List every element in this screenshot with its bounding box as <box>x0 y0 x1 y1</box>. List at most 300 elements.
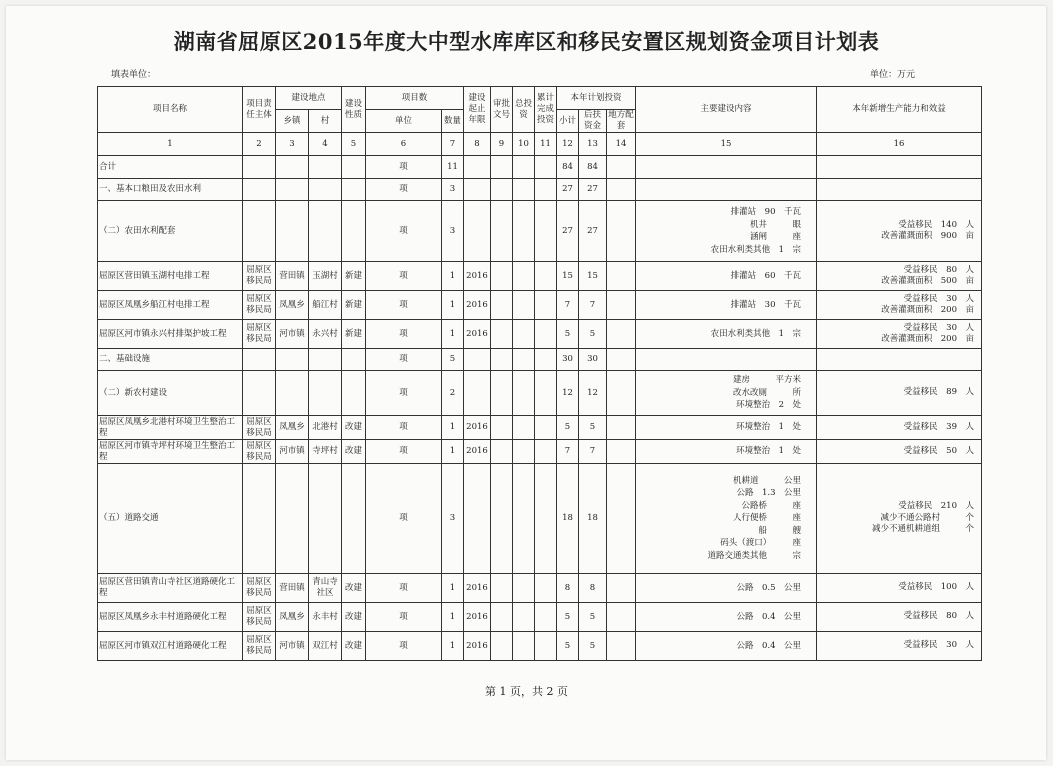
construction-content-cell <box>636 201 817 262</box>
table-row <box>98 371 982 416</box>
total-investment-cell <box>513 201 535 262</box>
content-line: 公路 1.3 公里 <box>736 488 801 499</box>
plan-fund-cell: 5 <box>579 416 607 440</box>
completed-investment-cell <box>535 464 557 574</box>
nature-cell: 改建 <box>342 574 366 603</box>
construction-content-cell <box>636 156 817 179</box>
header-total: 总投资 <box>513 87 535 133</box>
plan-subtotal-cell: 27 <box>557 201 579 262</box>
total-investment-cell <box>513 574 535 603</box>
town-cell: 营田镇 <box>276 574 309 603</box>
approval-cell <box>491 349 513 371</box>
column-number-cell: 2 <box>243 133 276 156</box>
table-row <box>98 632 982 661</box>
plan-fund-cell: 15 <box>579 262 607 291</box>
count-qty-cell: 3 <box>442 201 464 262</box>
approval-cell <box>491 371 513 416</box>
subject-cell: 屈原区移民局 <box>243 416 276 440</box>
plan-local-cell <box>607 603 636 632</box>
benefit-line: 受益移民 80 人 <box>903 611 974 622</box>
column-number-cell: 8 <box>464 133 491 156</box>
plan-subtotal-cell: 18 <box>557 464 579 574</box>
completed-investment-cell <box>535 603 557 632</box>
subject-cell <box>243 371 276 416</box>
town-cell: 营田镇 <box>276 262 309 291</box>
total-investment-cell <box>513 262 535 291</box>
header-count: 项目数 <box>366 87 464 110</box>
benefit-line: 受益移民 30 人 <box>903 293 974 304</box>
count-qty-cell: 11 <box>442 156 464 179</box>
nature-cell <box>342 156 366 179</box>
years-cell: 2016 <box>464 574 491 603</box>
approval-cell <box>491 262 513 291</box>
completed-investment-cell <box>535 574 557 603</box>
total-investment-cell <box>513 632 535 661</box>
fill-unit-label: 填表单位： <box>111 70 157 80</box>
plan-fund-cell: 8 <box>579 574 607 603</box>
approval-cell <box>491 603 513 632</box>
completed-investment-cell <box>535 632 557 661</box>
column-number-cell: 13 <box>579 133 607 156</box>
plan-fund-cell: 27 <box>579 179 607 201</box>
count-unit-cell: 项 <box>366 574 442 603</box>
town-cell: 河市镇 <box>276 320 309 349</box>
total-investment-cell <box>513 440 535 464</box>
content-line: 改水改厕 所 <box>732 387 801 398</box>
benefit-cell <box>817 632 982 661</box>
count-qty-cell: 1 <box>442 291 464 320</box>
project-name-cell: 屈原区河市镇永兴村排渠护坡工程 <box>98 320 243 349</box>
plan-subtotal-cell: 7 <box>557 440 579 464</box>
project-name-cell: （五）道路交通 <box>98 464 243 574</box>
nature-cell: 改建 <box>342 416 366 440</box>
content-line: 道路交通类其他 宗 <box>707 550 801 561</box>
project-name-cell: 合计 <box>98 156 243 179</box>
benefit-line: 改善灌溉面积 200 亩 <box>881 305 974 315</box>
count-unit-cell: 项 <box>366 349 442 371</box>
benefit-line: 受益移民 30 人 <box>903 322 974 333</box>
count-unit-cell: 项 <box>366 603 442 632</box>
completed-investment-cell <box>535 320 557 349</box>
column-number-cell: 12 <box>557 133 579 156</box>
content-line: 机耕道 公里 <box>732 475 801 486</box>
benefit-line: 受益移民 80 人 <box>903 264 974 275</box>
column-number-cell: 11 <box>535 133 557 156</box>
header-benefit: 本年新增生产能力和效益 <box>817 87 982 133</box>
years-cell <box>464 349 491 371</box>
table-row <box>98 440 982 464</box>
nature-cell: 新建 <box>342 320 366 349</box>
column-number-cell: 5 <box>342 133 366 156</box>
town-cell <box>276 156 309 179</box>
header-local: 地方配套 <box>608 110 634 131</box>
benefit-cell <box>817 262 982 291</box>
construction-content-cell <box>636 320 817 349</box>
town-cell: 河市镇 <box>276 440 309 464</box>
plan-fund-cell: 30 <box>579 349 607 371</box>
benefit-cell <box>817 349 982 371</box>
completed-investment-cell <box>535 179 557 201</box>
town-cell: 凤凰乡 <box>276 291 309 320</box>
unit-label: 单位：万元 <box>870 70 916 80</box>
subject-cell: 屈原区移民局 <box>243 603 276 632</box>
benefit-line: 受益移民 210 人 <box>898 501 974 512</box>
completed-investment-cell <box>535 416 557 440</box>
nature-cell: 新建 <box>342 262 366 291</box>
table-row <box>98 156 982 179</box>
count-qty-cell: 2 <box>442 371 464 416</box>
construction-content-cell <box>636 179 817 201</box>
header-project-name: 项目名称 <box>98 87 243 133</box>
project-name-cell: 屈原区营田镇青山寺社区道路硬化工程 <box>98 574 243 603</box>
project-name-cell: （二）新农村建设 <box>98 371 243 416</box>
total-investment-cell <box>513 349 535 371</box>
plan-fund-cell: 27 <box>579 201 607 262</box>
plan-fund-cell: 84 <box>579 156 607 179</box>
content-line: 建房 平方米 <box>732 375 801 386</box>
completed-investment-cell <box>535 156 557 179</box>
nature-cell: 改建 <box>342 632 366 661</box>
approval-cell <box>491 320 513 349</box>
header-count-qty: 数量 <box>442 110 464 133</box>
count-unit-cell: 项 <box>366 179 442 201</box>
plan-fund-cell: 7 <box>579 440 607 464</box>
benefit-cell <box>817 416 982 440</box>
village-cell: 船江村 <box>309 291 342 320</box>
column-number-cell: 16 <box>817 133 982 156</box>
plan-subtotal-cell: 27 <box>557 179 579 201</box>
completed-investment-cell <box>535 262 557 291</box>
benefit-line: 减少不通公路村 个 <box>880 512 974 523</box>
header-location: 建设地点 <box>276 87 342 110</box>
document-title: 湖南省屈原区2015年度大中型水库库区和移民安置区规划资金项目计划表 <box>173 29 880 54</box>
town-cell: 凤凰乡 <box>276 416 309 440</box>
benefit-cell <box>817 603 982 632</box>
years-cell: 2016 <box>464 320 491 349</box>
project-name-cell: 一、基本口粮田及农田水利 <box>98 179 243 201</box>
town-cell: 凤凰乡 <box>276 603 309 632</box>
header-completed: 累计完成投资 <box>535 87 557 133</box>
approval-cell <box>491 464 513 574</box>
village-cell <box>309 464 342 574</box>
count-unit-cell: 项 <box>366 320 442 349</box>
count-qty-cell: 1 <box>442 416 464 440</box>
plan-local-cell <box>607 632 636 661</box>
construction-content-cell <box>636 262 817 291</box>
benefit-line: 受益移民 89 人 <box>903 387 974 398</box>
benefit-cell <box>817 156 982 179</box>
nature-cell: 改建 <box>342 440 366 464</box>
plan-fund-cell: 7 <box>579 291 607 320</box>
count-unit-cell: 项 <box>366 156 442 179</box>
town-cell <box>276 464 309 574</box>
count-qty-cell: 1 <box>442 440 464 464</box>
village-cell <box>309 349 342 371</box>
plan-subtotal-cell: 84 <box>557 156 579 179</box>
nature-cell: 新建 <box>342 291 366 320</box>
page-footer: 第 1 页，共 2 页 <box>485 685 568 698</box>
town-cell <box>276 371 309 416</box>
content-line: 排灌站 30 千瓦 <box>730 299 801 310</box>
plan-subtotal-cell: 5 <box>557 416 579 440</box>
subject-cell: 屈原区移民局 <box>243 262 276 291</box>
benefit-line: 受益移民 39 人 <box>903 421 974 432</box>
total-investment-cell <box>513 291 535 320</box>
total-investment-cell <box>513 603 535 632</box>
project-name-cell: 屈原区凤凰乡船江村电排工程 <box>98 291 243 320</box>
header-approval: 审批文号 <box>491 87 513 133</box>
subject-cell: 屈原区移民局 <box>243 574 276 603</box>
content-line: 排灌站 90 千瓦 <box>730 207 801 217</box>
plan-local-cell <box>607 464 636 574</box>
total-investment-cell <box>513 371 535 416</box>
count-unit-cell: 项 <box>366 291 442 320</box>
plan-local-cell <box>607 156 636 179</box>
completed-investment-cell <box>535 440 557 464</box>
plan-fund-cell: 5 <box>579 320 607 349</box>
years-cell <box>464 179 491 201</box>
column-number-cell: 9 <box>491 133 513 156</box>
column-number-cell: 15 <box>636 133 817 156</box>
approval-cell <box>491 156 513 179</box>
construction-content-cell <box>636 603 817 632</box>
construction-content-cell <box>636 440 817 464</box>
count-unit-cell: 项 <box>366 201 442 262</box>
column-number-cell: 7 <box>442 133 464 156</box>
benefit-line: 改善灌溉面积 200 亩 <box>881 334 974 344</box>
table-row <box>98 574 982 603</box>
plan-subtotal-cell: 5 <box>557 320 579 349</box>
table-row <box>98 603 982 632</box>
benefit-cell <box>817 371 982 416</box>
nature-cell <box>342 201 366 262</box>
benefit-line: 改善灌溉面积 500 亩 <box>881 276 974 286</box>
content-line: 公路 0.5 公里 <box>736 582 801 593</box>
subject-cell <box>243 179 276 201</box>
years-cell <box>464 371 491 416</box>
years-cell: 2016 <box>464 291 491 320</box>
benefit-line: 受益移民 140 人 <box>898 219 974 230</box>
construction-content-cell <box>636 416 817 440</box>
content-line: 公路桥 座 <box>741 500 801 511</box>
village-cell: 玉湖村 <box>309 262 342 291</box>
plan-local-cell <box>607 371 636 416</box>
years-cell: 2016 <box>464 603 491 632</box>
count-qty-cell: 1 <box>442 574 464 603</box>
content-line: 公路 0.4 公里 <box>736 640 801 651</box>
count-unit-cell: 项 <box>366 464 442 574</box>
count-unit-cell: 项 <box>366 262 442 291</box>
content-line: 码头（渡口） 座 <box>720 538 801 549</box>
project-name-cell: （二）农田水利配套 <box>98 201 243 262</box>
count-qty-cell: 1 <box>442 262 464 291</box>
project-name-cell: 屈原区营田镇玉湖村电排工程 <box>98 262 243 291</box>
years-cell <box>464 464 491 574</box>
plan-local-cell <box>607 291 636 320</box>
completed-investment-cell <box>535 291 557 320</box>
benefit-cell <box>817 179 982 201</box>
town-cell <box>276 179 309 201</box>
village-cell <box>309 179 342 201</box>
benefit-cell <box>817 320 982 349</box>
subject-cell: 屈原区移民局 <box>243 320 276 349</box>
approval-cell <box>491 440 513 464</box>
count-qty-cell: 5 <box>442 349 464 371</box>
village-cell <box>309 156 342 179</box>
town-cell <box>276 349 309 371</box>
count-unit-cell: 项 <box>366 632 442 661</box>
benefit-line: 受益移民 50 人 <box>903 445 974 456</box>
benefit-cell <box>817 440 982 464</box>
years-cell <box>464 201 491 262</box>
table-row <box>98 262 982 291</box>
nature-cell <box>342 179 366 201</box>
project-name-cell: 屈原区凤凰乡北港村环境卫生整治工程 <box>98 416 243 440</box>
plan-subtotal-cell: 15 <box>557 262 579 291</box>
content-line: 涵闸 座 <box>749 232 801 242</box>
plan-subtotal-cell: 5 <box>557 632 579 661</box>
total-investment-cell <box>513 416 535 440</box>
content-line: 环境整治 2 处 <box>736 400 801 411</box>
approval-cell <box>491 416 513 440</box>
total-investment-cell <box>513 464 535 574</box>
subject-cell <box>243 464 276 574</box>
content-line: 人行便桥 座 <box>732 513 801 524</box>
completed-investment-cell <box>535 371 557 416</box>
benefit-line: 改善灌溉面积 900 亩 <box>881 231 974 241</box>
plan-local-cell <box>607 262 636 291</box>
content-line: 环境整治 1 处 <box>736 446 801 457</box>
benefit-line: 受益移民 30 人 <box>903 640 974 651</box>
plan-local-cell <box>607 179 636 201</box>
project-name-cell: 屈原区河市镇双江村道路硬化工程 <box>98 632 243 661</box>
count-qty-cell: 1 <box>442 632 464 661</box>
town-cell <box>276 201 309 262</box>
plan-fund-cell: 18 <box>579 464 607 574</box>
plan-fund-cell: 5 <box>579 603 607 632</box>
years-cell: 2016 <box>464 262 491 291</box>
years-cell <box>464 156 491 179</box>
construction-content-cell <box>636 464 817 574</box>
plan-local-cell <box>607 201 636 262</box>
plan-local-cell <box>607 574 636 603</box>
approval-cell <box>491 632 513 661</box>
plan-subtotal-cell: 12 <box>557 371 579 416</box>
benefit-cell <box>817 201 982 262</box>
count-unit-cell: 项 <box>366 371 442 416</box>
village-cell: 寺坪村 <box>309 440 342 464</box>
content-line: 公路 0.4 公里 <box>736 611 801 622</box>
plan-fund-cell: 12 <box>579 371 607 416</box>
total-investment-cell <box>513 179 535 201</box>
years-cell: 2016 <box>464 416 491 440</box>
benefit-line: 受益移民 100 人 <box>898 582 974 593</box>
content-line: 农田水利类其他 1 宗 <box>710 328 801 339</box>
header-count-unit: 单位 <box>366 110 442 133</box>
table-row <box>98 464 982 574</box>
count-qty-cell: 3 <box>442 464 464 574</box>
content-line: 机井 眼 <box>749 219 801 230</box>
plan-local-cell <box>607 440 636 464</box>
approval-cell <box>491 179 513 201</box>
construction-content-cell <box>636 632 817 661</box>
approval-cell <box>491 574 513 603</box>
construction-content-cell <box>636 291 817 320</box>
project-name-cell: 屈原区河市镇寺坪村环境卫生整治工程 <box>98 440 243 464</box>
project-name-cell: 屈原区凤凰乡永丰村道路硬化工程 <box>98 603 243 632</box>
header-town: 乡镇 <box>276 110 309 133</box>
nature-cell <box>342 349 366 371</box>
village-cell: 永兴村 <box>309 320 342 349</box>
subject-cell <box>243 156 276 179</box>
village-cell <box>309 371 342 416</box>
total-investment-cell <box>513 156 535 179</box>
benefit-cell <box>817 291 982 320</box>
project-plan-table <box>97 86 982 661</box>
header-nature: 建设性质 <box>342 87 366 133</box>
construction-content-cell <box>636 349 817 371</box>
count-unit-cell: 项 <box>366 416 442 440</box>
project-name-cell: 二、基础设施 <box>98 349 243 371</box>
plan-subtotal-cell: 7 <box>557 291 579 320</box>
table-row <box>98 179 982 201</box>
content-line: 农田水利类其他 1 宗 <box>710 244 801 255</box>
village-cell <box>309 201 342 262</box>
count-unit-cell: 项 <box>366 440 442 464</box>
header-years: 建设起止年限 <box>464 87 491 133</box>
subject-cell <box>243 201 276 262</box>
years-cell: 2016 <box>464 632 491 661</box>
plan-local-cell <box>607 349 636 371</box>
plan-subtotal-cell: 8 <box>557 574 579 603</box>
construction-content-cell <box>636 371 817 416</box>
village-cell: 永丰村 <box>309 603 342 632</box>
benefit-line: 减少不通机耕道组 个 <box>871 524 974 535</box>
plan-local-cell <box>607 320 636 349</box>
total-investment-cell <box>513 320 535 349</box>
village-cell: 北港村 <box>309 416 342 440</box>
column-number-cell: 14 <box>607 133 636 156</box>
village-cell: 双江村 <box>309 632 342 661</box>
count-qty-cell: 3 <box>442 179 464 201</box>
header-village: 村 <box>309 110 342 133</box>
subject-cell: 屈原区移民局 <box>243 440 276 464</box>
table-row <box>98 201 982 262</box>
table-row <box>98 416 982 440</box>
nature-cell: 改建 <box>342 603 366 632</box>
village-cell: 青山寺社区 <box>309 574 342 603</box>
table-row <box>98 349 982 371</box>
count-qty-cell: 1 <box>442 320 464 349</box>
completed-investment-cell <box>535 349 557 371</box>
plan-local-cell <box>607 416 636 440</box>
header-plan: 本年计划投资 <box>557 87 636 110</box>
subject-cell <box>243 349 276 371</box>
nature-cell <box>342 371 366 416</box>
header-subtotal: 小计 <box>557 110 579 133</box>
header-subject: 项目责任主体 <box>243 87 276 133</box>
count-qty-cell: 1 <box>442 603 464 632</box>
nature-cell <box>342 464 366 574</box>
column-number-cell: 4 <box>309 133 342 156</box>
approval-cell <box>491 291 513 320</box>
column-number-cell: 10 <box>513 133 535 156</box>
table-row <box>98 291 982 320</box>
content-line: 船 艘 <box>758 525 801 536</box>
approval-cell <box>491 201 513 262</box>
town-cell: 河市镇 <box>276 632 309 661</box>
plan-subtotal-cell: 30 <box>557 349 579 371</box>
